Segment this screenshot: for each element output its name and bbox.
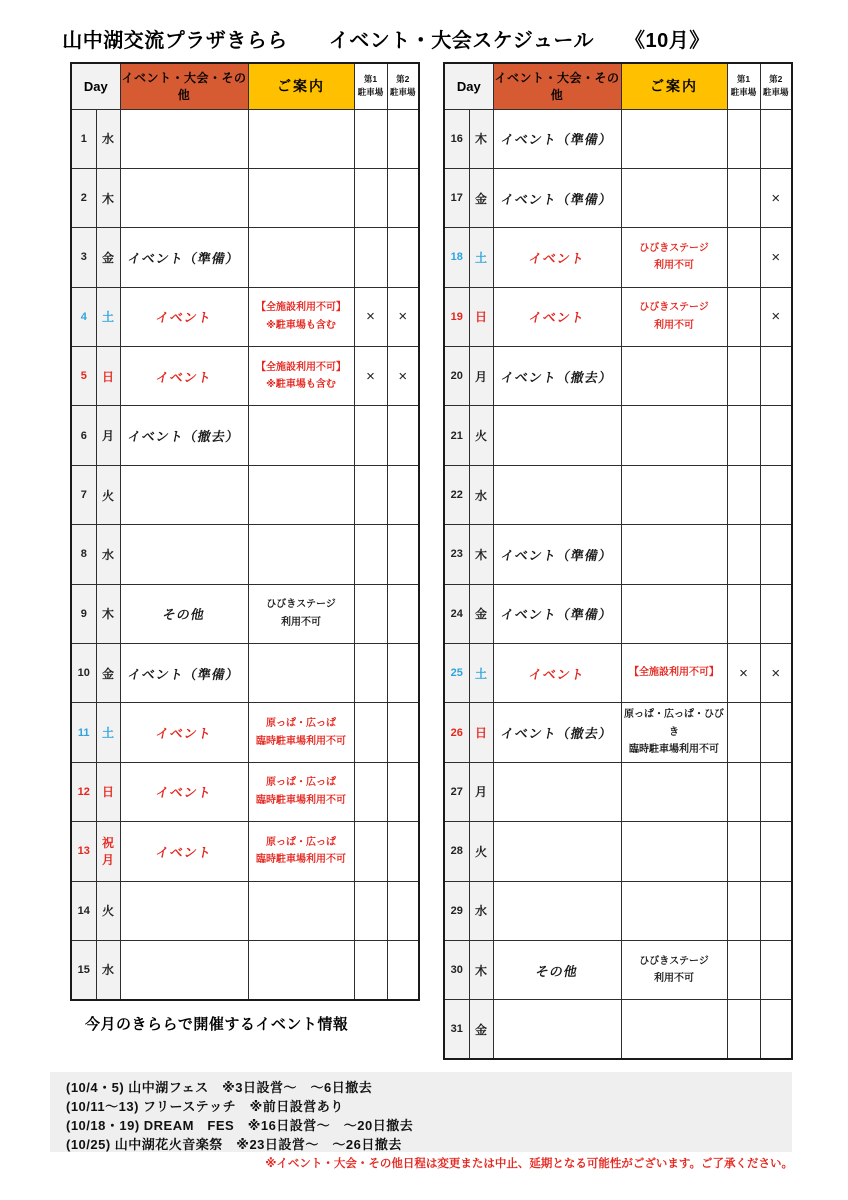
day-of-week-cell: 金 xyxy=(96,644,120,703)
header-row xyxy=(444,63,792,109)
day-number-cell: 22 xyxy=(444,465,469,524)
info-cell xyxy=(248,940,354,999)
event-label: イベント xyxy=(154,844,214,860)
event-label: イベント xyxy=(154,369,214,385)
parking1-cell: × xyxy=(354,287,387,346)
info-line: ひびきステージ xyxy=(266,599,336,611)
event-cell xyxy=(120,287,248,346)
info-cell xyxy=(248,406,354,465)
day-of-week-cell: 火 xyxy=(469,406,493,465)
parking1-cell xyxy=(727,703,760,762)
day-number-cell: 20 xyxy=(444,347,469,406)
day-number-cell: 3 xyxy=(71,228,96,287)
event-note-line: (10/11～13) フリーステッチ ※前日設営あり xyxy=(66,1099,344,1114)
event-note-line: (10/25) 山中湖花火音楽祭 ※23日設営～ ～26日撤去 xyxy=(66,1137,402,1152)
parking1-cell: × xyxy=(354,347,387,406)
info-cell xyxy=(621,644,727,703)
info-line: 利用不可 xyxy=(654,319,695,331)
day-number-cell: 13 xyxy=(71,822,96,881)
day-of-week-cell: 月 xyxy=(469,762,493,821)
schedule-row xyxy=(71,109,419,168)
parking1-cell xyxy=(727,525,760,584)
parking2-header-line1: 第2 xyxy=(769,74,783,85)
day-column-header: Day xyxy=(71,63,120,109)
schedule-row xyxy=(444,644,792,703)
schedule-table-days-16-31 xyxy=(443,62,793,1060)
day-of-week-cell: 火 xyxy=(469,822,493,881)
day-number-cell: 21 xyxy=(444,406,469,465)
day-of-week-cell: 月 xyxy=(469,347,493,406)
info-line: ひびきステージ xyxy=(639,242,709,254)
schedule-row xyxy=(71,525,419,584)
info-cell xyxy=(621,940,727,999)
monthly-events-heading: 今月のきららで開催するイベント情報 xyxy=(85,1016,349,1033)
parking2-cell xyxy=(387,525,419,584)
info-cell xyxy=(621,762,727,821)
event-cell xyxy=(493,940,621,999)
parking2-cell xyxy=(760,109,792,168)
info-line: 【全施設利用不可】 xyxy=(256,361,347,373)
info-line: ひびきステージ xyxy=(639,955,709,967)
parking1-cell xyxy=(354,228,387,287)
info-line: 臨時駐車場利用不可 xyxy=(256,854,347,866)
schedule-row xyxy=(71,644,419,703)
parking1-header-line2: 駐車場 xyxy=(730,87,757,98)
parking1-cell xyxy=(354,822,387,881)
schedule-row xyxy=(71,406,419,465)
parking1-cell xyxy=(354,644,387,703)
event-note-line: (10/18・19) DREAM FES ※16日設営～ ～20日撤去 xyxy=(66,1118,414,1133)
day-number-cell: 10 xyxy=(71,644,96,703)
schedule-row xyxy=(444,347,792,406)
event-label: イベント xyxy=(154,785,214,801)
parking2-cell: × xyxy=(387,287,419,346)
day-number-cell: 19 xyxy=(444,287,469,346)
event-column-header: イベント・大会・その他 xyxy=(493,63,621,109)
day-number-cell: 1 xyxy=(71,109,96,168)
schedule-row xyxy=(71,762,419,821)
info-line: 原っぱ・広っぱ・ひびき xyxy=(624,709,725,738)
parking2-cell xyxy=(387,584,419,643)
parking2-cell xyxy=(760,762,792,821)
event-cell xyxy=(120,644,248,703)
parking2-cell xyxy=(387,168,419,227)
parking1-cell xyxy=(354,109,387,168)
day-of-week-cell: 火 xyxy=(96,465,120,524)
parking2-cell: × xyxy=(387,347,419,406)
schedule-row xyxy=(444,822,792,881)
schedule-row xyxy=(444,465,792,524)
parking1-cell xyxy=(727,228,760,287)
schedule-row xyxy=(444,168,792,227)
schedule-row xyxy=(71,168,419,227)
day-number-cell: 6 xyxy=(71,406,96,465)
parking2-column-header xyxy=(387,63,419,109)
parking2-cell: × xyxy=(760,644,792,703)
parking2-cell xyxy=(760,406,792,465)
day-number-cell: 7 xyxy=(71,465,96,524)
event-cell xyxy=(493,1000,621,1059)
day-of-week-cell: 日 xyxy=(96,347,120,406)
info-cell xyxy=(248,703,354,762)
schedule-row xyxy=(444,406,792,465)
info-cell xyxy=(621,168,727,227)
page-title: 山中湖交流プラザきらら イベント・大会スケジュール 《10月》 xyxy=(62,30,710,52)
day-of-week-cell: 木 xyxy=(469,109,493,168)
parking1-cell xyxy=(727,881,760,940)
parking2-header-line2: 駐車場 xyxy=(390,87,416,98)
event-cell xyxy=(120,465,248,524)
parking2-cell xyxy=(760,465,792,524)
event-label: イベント（撤去） xyxy=(126,429,242,445)
parking1-cell xyxy=(354,584,387,643)
parking2-cell xyxy=(760,347,792,406)
event-cell xyxy=(120,168,248,227)
day-of-week-cell: 木 xyxy=(96,584,120,643)
day-of-week-cell: 土 xyxy=(96,703,120,762)
day-of-week-cell: 金 xyxy=(469,1000,493,1059)
monthly-events-box xyxy=(50,1072,792,1152)
parking1-cell xyxy=(727,822,760,881)
parking1-cell xyxy=(727,940,760,999)
parking1-cell xyxy=(727,584,760,643)
day-of-week-cell: 水 xyxy=(469,881,493,940)
event-cell xyxy=(120,762,248,821)
parking1-cell xyxy=(727,287,760,346)
event-label: イベント（準備） xyxy=(499,191,615,207)
schedule-row xyxy=(444,940,792,999)
info-cell xyxy=(248,525,354,584)
parking1-cell xyxy=(354,881,387,940)
event-label: その他 xyxy=(534,963,580,979)
day-number-cell: 12 xyxy=(71,762,96,821)
info-line: 利用不可 xyxy=(281,616,322,628)
schedule-row xyxy=(444,584,792,643)
parking1-cell xyxy=(727,109,760,168)
schedule-row xyxy=(444,109,792,168)
event-cell xyxy=(493,584,621,643)
day-number-cell: 30 xyxy=(444,940,469,999)
event-cell xyxy=(493,109,621,168)
day-of-week-cell: 水 xyxy=(96,525,120,584)
parking1-cell xyxy=(727,465,760,524)
day-of-week-cell: 水 xyxy=(469,465,493,524)
info-cell xyxy=(621,465,727,524)
parking1-column-header xyxy=(727,63,760,109)
info-cell xyxy=(621,703,727,762)
info-line: 【全施設利用不可】 xyxy=(256,302,347,314)
day-of-week-cell: 月 xyxy=(96,406,120,465)
parking1-cell xyxy=(354,703,387,762)
info-line: 【全施設利用不可】 xyxy=(629,667,720,679)
parking1-cell xyxy=(354,406,387,465)
info-line: ひびきステージ xyxy=(639,302,709,314)
info-line: 利用不可 xyxy=(654,260,695,272)
parking2-cell xyxy=(760,703,792,762)
info-line: 臨時駐車場利用不可 xyxy=(256,794,347,806)
schedule-row xyxy=(71,940,419,999)
day-number-cell: 25 xyxy=(444,644,469,703)
day-of-week-cell: 金 xyxy=(96,228,120,287)
parking2-cell xyxy=(387,762,419,821)
parking2-cell xyxy=(760,1000,792,1059)
info-line: ※駐車場も含む xyxy=(266,319,336,331)
event-cell xyxy=(493,228,621,287)
event-cell xyxy=(120,822,248,881)
day-number-cell: 26 xyxy=(444,703,469,762)
schedule-row xyxy=(71,822,419,881)
schedule-row xyxy=(444,287,792,346)
event-note-line: (10/4・5) 山中湖フェス ※3日設営～ ～6日撤去 xyxy=(66,1080,373,1095)
day-column-header: Day xyxy=(444,63,493,109)
schedule-row xyxy=(71,465,419,524)
parking2-cell: × xyxy=(760,168,792,227)
info-line: 原っぱ・広っぱ xyxy=(266,718,337,730)
parking1-cell xyxy=(354,762,387,821)
schedule-disclaimer-note: ※イベント・大会・その他日程は変更または中止、延期となる可能性がございます。ご了承ください。 xyxy=(265,1158,793,1170)
parking1-cell xyxy=(727,1000,760,1059)
parking2-cell xyxy=(387,940,419,999)
info-column-header: ご案内 xyxy=(621,63,727,109)
info-cell xyxy=(248,168,354,227)
day-number-cell: 15 xyxy=(71,940,96,999)
day-of-week-cell: 木 xyxy=(469,940,493,999)
event-label: イベント xyxy=(527,310,587,326)
parking2-header-line1: 第2 xyxy=(396,74,410,85)
day-number-cell: 5 xyxy=(71,347,96,406)
info-line: ※駐車場も含む xyxy=(266,379,336,391)
schedule-row xyxy=(444,703,792,762)
parking1-cell xyxy=(354,168,387,227)
event-label: イベント xyxy=(154,726,214,742)
parking1-header-line1: 第1 xyxy=(363,74,378,85)
info-cell xyxy=(248,109,354,168)
parking1-cell xyxy=(354,465,387,524)
parking2-header-line2: 駐車場 xyxy=(763,87,789,98)
info-cell xyxy=(248,584,354,643)
event-cell xyxy=(120,940,248,999)
day-number-cell: 9 xyxy=(71,584,96,643)
event-cell xyxy=(493,762,621,821)
parking2-cell xyxy=(387,822,419,881)
event-label: イベント（準備） xyxy=(499,132,615,148)
day-of-week-cell: 土 xyxy=(96,287,120,346)
info-cell xyxy=(621,881,727,940)
schedule-row xyxy=(444,525,792,584)
parking1-cell xyxy=(727,168,760,227)
event-label: イベント（準備） xyxy=(126,666,242,682)
day-number-cell: 14 xyxy=(71,881,96,940)
event-cell xyxy=(493,406,621,465)
info-line: 臨時駐車場利用不可 xyxy=(256,735,347,747)
day-number-cell: 28 xyxy=(444,822,469,881)
info-line: 利用不可 xyxy=(654,973,695,985)
day-number-cell: 18 xyxy=(444,228,469,287)
event-cell xyxy=(493,347,621,406)
day-of-week-cell: 火 xyxy=(96,881,120,940)
info-cell xyxy=(248,465,354,524)
info-cell xyxy=(621,109,727,168)
parking1-cell xyxy=(727,762,760,821)
parking2-cell xyxy=(760,584,792,643)
info-line: 原っぱ・広っぱ xyxy=(266,777,337,789)
event-label: イベント xyxy=(154,310,214,326)
parking2-cell xyxy=(387,644,419,703)
day-number-cell: 17 xyxy=(444,168,469,227)
info-cell xyxy=(248,228,354,287)
day-number-cell: 4 xyxy=(71,287,96,346)
event-cell xyxy=(493,822,621,881)
schedule-row xyxy=(71,287,419,346)
day-number-cell: 24 xyxy=(444,584,469,643)
info-cell xyxy=(621,822,727,881)
parking2-cell xyxy=(387,881,419,940)
day-of-week-cell: 日 xyxy=(469,703,493,762)
parking2-column-header xyxy=(760,63,792,109)
day-of-week-cell: 木 xyxy=(96,168,120,227)
parking2-cell xyxy=(387,228,419,287)
parking2-cell xyxy=(760,822,792,881)
schedule-row xyxy=(71,881,419,940)
parking1-cell xyxy=(727,347,760,406)
info-cell xyxy=(248,881,354,940)
event-label: イベント（撤去） xyxy=(499,726,615,742)
info-cell xyxy=(248,347,354,406)
schedule-row xyxy=(71,584,419,643)
schedule-row xyxy=(71,228,419,287)
parking1-column-header xyxy=(354,63,387,109)
parking2-cell xyxy=(387,703,419,762)
day-of-week-cell: 金 xyxy=(469,584,493,643)
event-cell xyxy=(493,525,621,584)
schedule-table-days-1-15 xyxy=(70,62,420,1001)
day-number-cell: 8 xyxy=(71,525,96,584)
day-number-cell: 31 xyxy=(444,1000,469,1059)
day-of-week-cell: 金 xyxy=(469,168,493,227)
day-of-week-cell: 水 xyxy=(96,109,120,168)
schedule-row xyxy=(444,762,792,821)
parking1-cell xyxy=(354,525,387,584)
event-cell xyxy=(493,465,621,524)
event-cell xyxy=(493,287,621,346)
parking1-cell: × xyxy=(727,644,760,703)
schedule-row xyxy=(444,228,792,287)
schedule-row xyxy=(444,1000,792,1059)
parking2-cell: × xyxy=(760,287,792,346)
schedule-row xyxy=(444,881,792,940)
event-label: イベント（撤去） xyxy=(499,369,615,385)
day-number-cell: 23 xyxy=(444,525,469,584)
event-label: イベント（準備） xyxy=(126,250,242,266)
info-line: 臨時駐車場利用不可 xyxy=(629,744,720,756)
day-of-week-cell: 土 xyxy=(469,644,493,703)
day-of-week-cell: 日 xyxy=(96,762,120,821)
event-label: イベント xyxy=(527,250,587,266)
parking2-cell xyxy=(760,525,792,584)
event-cell xyxy=(120,347,248,406)
info-cell xyxy=(621,347,727,406)
info-cell xyxy=(248,644,354,703)
event-cell xyxy=(120,406,248,465)
day-of-week-cell: 祝月 xyxy=(96,822,120,881)
info-cell xyxy=(621,228,727,287)
info-cell xyxy=(248,762,354,821)
info-cell xyxy=(248,822,354,881)
info-cell xyxy=(621,406,727,465)
parking2-cell xyxy=(760,881,792,940)
day-number-cell: 2 xyxy=(71,168,96,227)
info-column-header: ご案内 xyxy=(248,63,354,109)
parking1-cell xyxy=(727,406,760,465)
info-cell xyxy=(248,287,354,346)
info-cell xyxy=(621,525,727,584)
header-row xyxy=(71,63,419,109)
parking2-cell: × xyxy=(760,228,792,287)
event-column-header: イベント・大会・その他 xyxy=(120,63,248,109)
parking2-cell xyxy=(387,465,419,524)
event-label: イベント（準備） xyxy=(499,607,615,623)
day-of-week-cell: 水 xyxy=(96,940,120,999)
schedule-row xyxy=(71,703,419,762)
day-number-cell: 11 xyxy=(71,703,96,762)
parking1-header-line1: 第1 xyxy=(736,74,751,85)
schedule-row xyxy=(71,347,419,406)
day-number-cell: 29 xyxy=(444,881,469,940)
info-cell xyxy=(621,287,727,346)
event-cell xyxy=(120,584,248,643)
event-cell xyxy=(120,228,248,287)
day-of-week-cell: 日 xyxy=(469,287,493,346)
event-cell xyxy=(493,168,621,227)
parking1-header-line2: 駐車場 xyxy=(357,87,384,98)
event-cell xyxy=(493,644,621,703)
event-cell xyxy=(493,881,621,940)
event-label: イベント xyxy=(527,666,587,682)
event-label: イベント（準備） xyxy=(499,547,615,563)
parking2-cell xyxy=(387,109,419,168)
parking1-cell xyxy=(354,940,387,999)
parking2-cell xyxy=(387,406,419,465)
day-number-cell: 16 xyxy=(444,109,469,168)
info-cell xyxy=(621,1000,727,1059)
day-of-week-cell: 土 xyxy=(469,228,493,287)
info-cell xyxy=(621,584,727,643)
event-cell xyxy=(493,703,621,762)
event-cell xyxy=(120,525,248,584)
event-cell xyxy=(120,703,248,762)
day-number-cell: 27 xyxy=(444,762,469,821)
info-line: 原っぱ・広っぱ xyxy=(266,836,337,848)
day-of-week-cell: 木 xyxy=(469,525,493,584)
event-cell xyxy=(120,881,248,940)
parking2-cell xyxy=(760,940,792,999)
event-cell xyxy=(120,109,248,168)
event-label: その他 xyxy=(161,607,207,623)
